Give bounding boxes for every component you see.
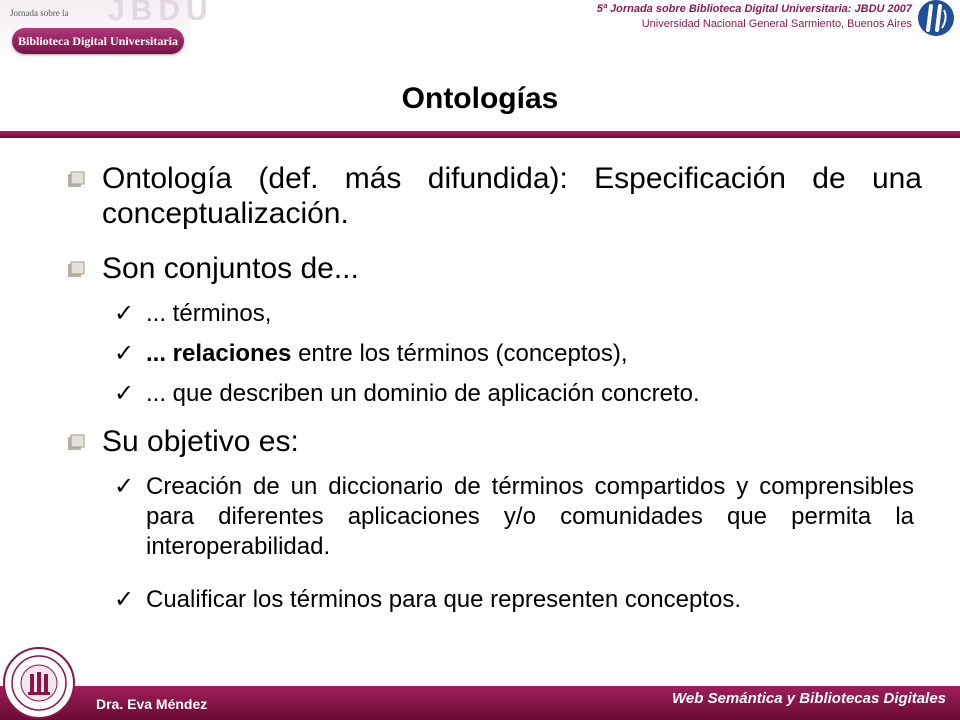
bullet-item: [102, 161, 922, 231]
sub-bullet-text: entre los términos (conceptos),: [291, 340, 628, 367]
sub-bullet-item: [114, 379, 916, 409]
footer-course: Web Semántica y Bibliotecas Digitales: [672, 690, 946, 707]
sub-bullet-bold-text: ... relaciones: [146, 340, 292, 367]
bullet-text: Ontología (def. más difundida): Especificación de una conceptualización.: [102, 162, 922, 230]
sub-bullet-item: [114, 299, 916, 329]
sub-bullet-text: Creación de un diccionario de términos compartidos y comprensibles para diferentes aplicaciones y/o comunidades que permita la interoperabilidad.: [146, 473, 914, 560]
logo-banner: Biblioteca Digital Universitaria: [12, 28, 184, 54]
uc3m-logo-icon: [918, 0, 954, 36]
logo-small-text: Jornada sobre la: [10, 8, 69, 18]
checkmark-icon: ✓: [114, 299, 135, 327]
sub-bullet-text: ... que describen un dominio de aplicación concreto.: [146, 380, 700, 407]
university-line: Universidad Nacional General Sarmiento, Buenos Aires: [641, 18, 912, 30]
jbdu-logo: [0, 0, 214, 68]
bullet-item: [102, 251, 922, 286]
bullet-text: Su objetivo es:: [102, 425, 299, 458]
sub-bullet-item: [114, 585, 826, 615]
footer-author: Dra. Eva Méndez: [96, 696, 208, 712]
square-bullet-icon: [68, 262, 85, 277]
bullet-text: Son conjuntos de...: [102, 252, 359, 285]
slide-title: Ontologías: [401, 82, 559, 115]
square-bullet-icon: [68, 435, 85, 450]
sub-bullet-item: [114, 339, 916, 369]
checkmark-icon: ✓: [114, 472, 135, 500]
checkmark-icon: ✓: [114, 379, 135, 407]
checkmark-icon: ✓: [114, 585, 135, 613]
header-conference-info: [597, 2, 912, 32]
sub-bullet-text: ... términos,: [146, 300, 272, 327]
sub-bullet-text: Cualificar los términos para que representen conceptos.: [146, 586, 741, 613]
sub-bullet-item: [114, 472, 914, 562]
logo-watermark: JBDU: [108, 0, 214, 27]
university-seal-icon: [2, 646, 76, 720]
square-bullet-icon: [68, 172, 85, 187]
checkmark-icon: ✓: [114, 339, 135, 367]
bullet-item: [102, 424, 922, 459]
title-divider: [0, 131, 960, 138]
conference-line: 5ª Jornada sobre Biblioteca Digital Universitaria: JBDU 2007: [596, 3, 912, 15]
